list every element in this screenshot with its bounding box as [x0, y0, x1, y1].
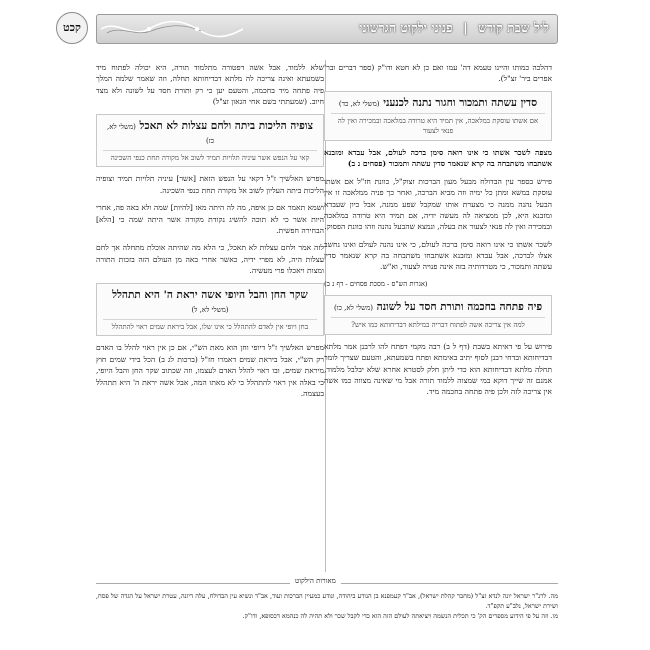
section-source: (משלי לא, כז)	[107, 122, 215, 145]
section-title-text: צופיה הליכות ביתה ולחם עצלות לא תאכל	[139, 119, 313, 132]
left-column	[96, 62, 324, 405]
page-number: קכט	[56, 12, 88, 44]
section-title-text: שקר החן והבל היופי אשה יראת ה' היא תתהלל	[112, 288, 308, 301]
section-summary: למה אין צריכה אשה לפתוח דבריה במילתא דבדיחותא כמו איש?	[331, 317, 545, 331]
commentary-paragraph: מפרש האלשיך ז"ל דקאי על הנפש הזאת [אשר] עיניה תלויות תמיד וצופיה הליכות ביתה העליון לשוב אל מקורה תחת כנפי השכינה.	[96, 174, 324, 195]
header-right-text: ליל שבת קודש	[478, 20, 549, 35]
section-title	[103, 288, 317, 316]
section-box-sadin	[324, 91, 552, 141]
source-citation: (שמעתתי בשם אחי הגאון זצ"ל)	[212, 97, 308, 107]
section-summary: קאי על הנפש אשר עיניה תלויות תמיד לשוב אל מקורה תחת כנפי השכינה	[103, 150, 317, 164]
flourish-ornament-icon	[97, 17, 247, 41]
header-left-text: פניני ילקוט הגרשוני	[359, 20, 453, 35]
section-title-text: סדין עשתה ותמכור וחגור נתנה לכנעני	[383, 96, 538, 109]
section-source: (משלי לא, כו)	[333, 304, 373, 313]
section-title	[331, 300, 545, 314]
quoted-passage: מצפה לשכר אשתו כי אינו רואה סימן ברכה לעולם, אבל עבדא ומזבנא אשתבחו משתבחה בה קרא שנאמר סדין עשתה ותמכור (פסחים נ ב)	[324, 147, 552, 169]
section-source: (משלי לא, כד)	[338, 99, 380, 108]
footnote: מה. לרנ"ר ישראל יונה לנדא זצ"ל (מחבר קהלת ישראל), אב"ד קעמפנא בן הנודע ביהודה, ונודע כמעיין הברכות ועוד, אב"ד ונשיא עין הבדולח, עלה דיונה, עטרת ישראל על הגדה של פסח, ושירת ישראל, נלב"ע תקפ"ד.	[96, 592, 558, 610]
footnote-label: מאורות הילקוט	[290, 577, 341, 585]
section-box-sheker	[96, 283, 324, 337]
header-banner	[96, 14, 558, 44]
header-separator: |	[463, 20, 468, 35]
section-summary: בחן ויופי אין לאדם להתהלל כי אינו שלו, אבל ביראת שמים ראוי להתהלל	[103, 319, 317, 333]
section-summary: אם אשתו עוסקת במלאכה, אין תמיד היא טרודה במלאכה ובמכירה ואין לה פנאי לצעור	[331, 113, 545, 137]
commentary-paragraph: פירוש על פי דאיתא בשבת (דף ל ב) רבה מקמי דפתח להו לרבנן אמר מלתא דבדיחותא ובדחי רבנן לסוף יתיב באימתא ופתח בשמעתא, והטעם שצריך לומר תחלה מלתא דבדיחותא הוא כדי ליתן חלק לסטרא אחרא שלא יבלבל מלמוד, אמנם זה שייך דוקא במי שמצוה ללמוד תורה אבל מי שאינה מצווה כמו אשה אין צריכה לזה ולכן פיה פתחה בחכמה מיד.	[324, 341, 552, 397]
page-header	[96, 14, 558, 44]
section-source: (משלי לא, ל)	[191, 305, 229, 314]
left-intro	[96, 62, 324, 108]
left-intro-text: שלא ללמוד, אבל אשה דפטורה מתלמוד תורה, היא יכולה לפתוח מיד בשמעתא ואינה צריכה לה מלתא דבדיחותא תחלה, וזה שאמר שלמה המלך פיה פתחה מיד בחכמה, והטעם יען כי רק ותורת חסד על לשונה ולא מצד חיוב.	[96, 63, 324, 107]
section-title-text: פיה פתחה בחכמה ותורת חסד על לשונה	[376, 301, 543, 314]
commentary-paragraph: פירש בספר עין הבדולח מבעל מעון הברכות זצוק"ל, כוונת חז"ל אם אשתו עוסקת במשא ומתן כל ימיה וזה מביא הברכה, ואחר כך פניה ממלאכה זו אין הבעל נהנה ממנה כי מצערת אותו שמקבל שפע ממנה, אבל כיון שעבדא ומזבנא היא, לכן ממציאה לה מעשה ידיה, אם תמיד היא טרודה במלאכה ובמכירה ואין לה פנאי לצעור את בעלה, ונמצא שהבעל נהנה וזהו כוונת הפסוק.	[324, 176, 552, 232]
section-title	[103, 119, 317, 147]
right-intro: דהלכה כמותו והיינו טעמא דה' עמו ואם כן לא חטא ודו"ק (ספר דברים ובר' אפרים ביר' זצ"ל).	[324, 63, 552, 84]
footnotes	[96, 592, 558, 622]
section-box-tzofiya	[96, 114, 324, 168]
commentary-paragraph: לשכר אשתו כי אינו רואה סימן ברכה לעולם, כי אינו נהנה לעולם ואינו נחשב אצלו לברכה, אבל עבדא ומזבנא אשתבחו משתבחה בה קרא שנאמר סדין עשתה ותמכור, כי מטרדותיה בזה אינה פנויה לצעור, וא"ש.	[324, 239, 552, 272]
commentary-paragraph: מפרש האלשיך ז"ל דיופי וחן הוא מאת הש"י, אם כן אין ראוי להלל בו האדם רק הש"י, אבל ביראת שמים דאמרו חז"ל (ברכות לג ב) הכל בידי שמים חוץ מיראת שמים, ובו ראוי להלל האדם לעצמו, וזה שכתוב שקר החן והבל היופי, כי באלה אין ראוי להתהלל כי לא מאתו המה, אבל אשה יראת ה' היא תתהלל בעצמה.	[96, 343, 324, 398]
header-title	[359, 20, 549, 36]
right-column	[324, 62, 552, 404]
commentary-paragraph: ושמא תאמר אם כן איפה, מה לה היתה מאז [להיות] שמה ולא באה פה, אחרי היות אשר כי לא תוכה להשיג נקודת מקורה אשר היתה שמה כי [הלא] הבחירה חפשית.	[96, 203, 324, 235]
footnote: מו. וזה על פי הידוע מספרים הק' כי תכלית הנשמה ויציאתה לעולם הזה הוא כדי לקבל שכר ולא תהיה לה כנהמא דכסופא, ודו"ק.	[242, 611, 558, 620]
section-box-piha	[324, 295, 552, 335]
source-citation: (אגרות הש"ס - מסכת פסחים - דף נ ב)	[324, 279, 428, 288]
section-title	[331, 96, 545, 110]
commentary-paragraph: לזה אמר ולחם עצלות לא תאכל, כי הלא מה שהיתה אוכלת מתחלה אך לחם עצלות היה, לא מפרי ידיה, כאשר אחרי באה מן העולם הזה בזכות התורה ומצות ויאכלו פרי מעשיה.	[96, 243, 324, 276]
